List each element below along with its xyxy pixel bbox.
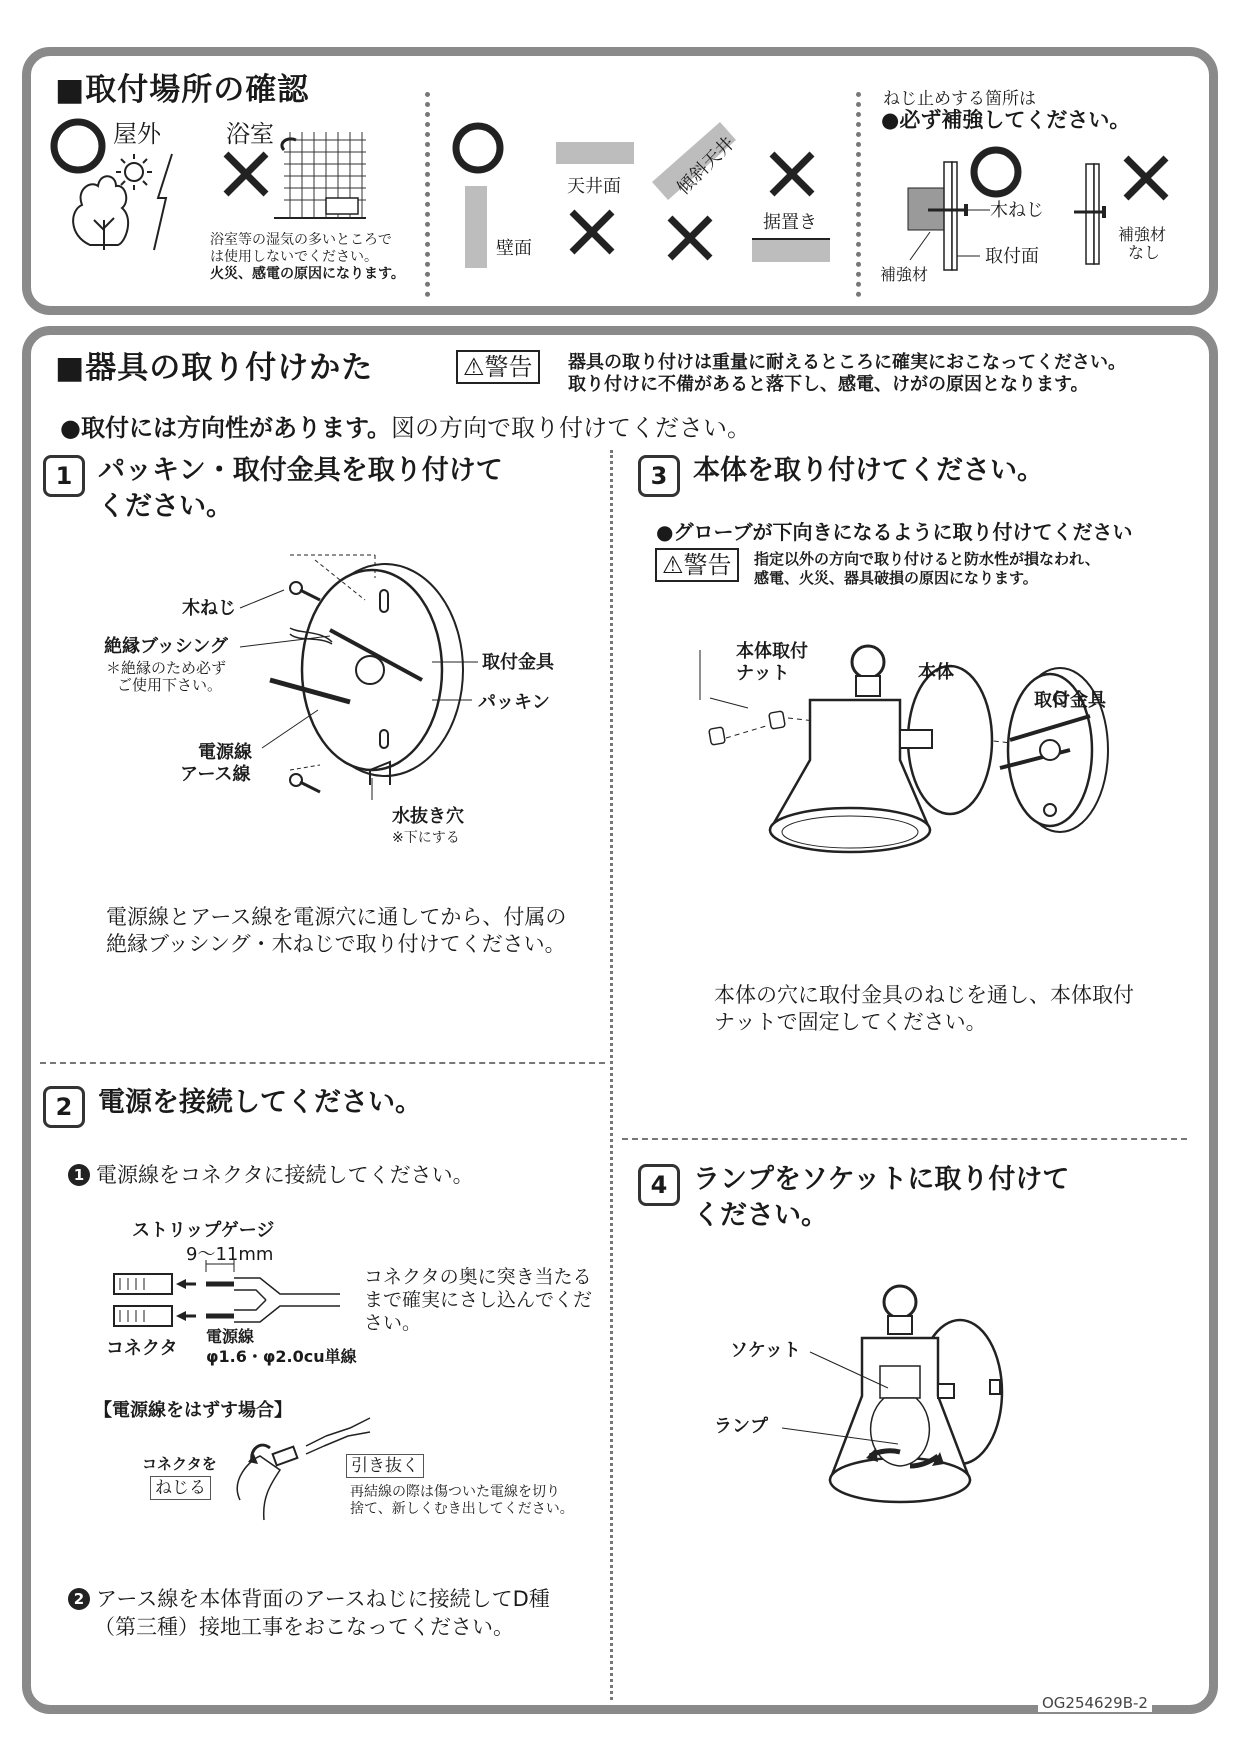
reconnect-note-2: 捨て、新しくむき出してください。: [350, 1501, 574, 1517]
connector-label: コネクタ: [106, 1338, 178, 1359]
step-1-description-2: 絶縁ブッシング・木ねじで取り付けてください。: [106, 932, 566, 956]
sub-step-2-text-1: アース線を本体背面のアースねじに接続してD種: [96, 1587, 550, 1611]
sub-step-1-text: 電源線をコネクタに接続してください。: [96, 1163, 474, 1187]
insert-note-1: コネクタの奥に突き当たる: [364, 1266, 592, 1288]
bracket-label: 取付金具: [482, 652, 554, 673]
reinforcement-label: 補強材: [880, 265, 929, 284]
bathroom-note-3: 火災、感電の原因になります。: [210, 266, 405, 282]
wire-label: 電源線: [206, 1327, 255, 1346]
wood-screw-label: 木ねじ: [990, 200, 1044, 221]
bushing-label: 絶縁ブッシング: [104, 636, 228, 657]
step-3-description-2: ナットで固定してください。: [714, 1010, 987, 1034]
bathroom-label: 浴室: [226, 120, 274, 148]
drain-hole-label: 水抜き穴: [392, 806, 464, 827]
warning-text-2: 取り付けに不備があると落下し、感電、けがの原因となります。: [568, 374, 1089, 395]
step-1-title-line-1: パッキン・取付金具を取り付けて: [98, 455, 503, 486]
bathroom-note-1: 浴室等の湿気の多いところで: [210, 232, 392, 248]
direction-note-bold: ●取付には方向性があります。: [60, 414, 392, 442]
insert-note-2: まで確実にさし込んでくだ: [364, 1289, 593, 1311]
step-3-description-1: 本体の穴に取付金具のねじを通し、本体取付: [714, 983, 1134, 1007]
wall-label: 壁面: [496, 238, 532, 259]
step-1-description-1: 電源線とアース線を電源穴に通してから、付属の: [106, 905, 567, 929]
no-reinforcement-label-1: 補強材: [1118, 225, 1167, 244]
body-label: 本体: [918, 662, 954, 683]
body-nut-label-2: ナット: [736, 663, 790, 684]
drain-hole-note: ※下にする: [392, 830, 460, 846]
earth-wire-label: アース線: [180, 764, 251, 785]
ceiling-label: 天井面: [567, 176, 621, 197]
step-2-sub-2-line-2: （第三種）接地工事をおこなってください。: [94, 1615, 514, 1639]
document-code: OG254629B-2: [1038, 1694, 1152, 1712]
outdoor-label: 屋外: [113, 120, 161, 148]
globe-direction-note: ●グローブが下向きになるように取り付けてください: [656, 520, 1133, 544]
no-reinforcement-label-2: なし: [1128, 243, 1161, 262]
twist-connector-label: コネクタを: [142, 1455, 217, 1473]
reconnect-note-1: 再結線の際は傷ついた電線を切り: [350, 1484, 560, 1500]
lamp-label: ランプ: [714, 1416, 768, 1437]
warning-badge: ⚠警告: [456, 350, 540, 384]
power-wire-label: 電源線: [198, 742, 252, 763]
step-4-number: 4: [638, 1164, 680, 1206]
warning-badge: ⚠警告: [655, 548, 739, 582]
step-1-number: 1: [43, 455, 85, 497]
bushing-note-2: ご使用下さい。: [117, 676, 223, 694]
step-3-warning-2: 感電、火災、器具破損の原因になります。: [754, 569, 1038, 587]
insert-note-3: さい。: [364, 1312, 422, 1334]
twist-box: ねじる: [150, 1476, 211, 1500]
packing-label: パッキン: [478, 692, 550, 713]
mount-surface-label: 取付面: [985, 246, 1039, 267]
step-4-title-line-1: ランプをソケットに取り付けて: [693, 1164, 1070, 1195]
floor-label: 据置き: [763, 212, 817, 233]
step-1-title-line-2: ください。: [98, 491, 233, 522]
remove-wire-heading: 【電源線をはずす場合】: [94, 1400, 292, 1421]
strip-gauge-label: ストリップゲージ: [132, 1220, 275, 1241]
sloped-ceiling-label: 傾斜天井: [673, 133, 739, 199]
step-3-number: 3: [638, 455, 680, 497]
socket-label: ソケット: [730, 1340, 801, 1361]
wire-spec-label: φ1.6・φ2.0cu単線: [206, 1347, 357, 1366]
warning-text-1: 器具の取り付けは重量に耐えるところに確実におこなってください。: [568, 352, 1126, 373]
step-2-number: 2: [43, 1086, 85, 1128]
step-4-title-line-2: ください。: [693, 1200, 828, 1231]
sub-step-2-badge: 2: [68, 1588, 90, 1610]
step-2-title: 電源を接続してください。: [98, 1087, 422, 1118]
bathroom-note-2: は使用しないでください。: [210, 249, 378, 265]
strip-length-label: 9～11mm: [186, 1244, 274, 1265]
step-3-title: 本体を取り付けてください。: [693, 455, 1044, 486]
screw-location-note: ねじ止めする箇所は: [883, 89, 1036, 109]
body-nut-label-1: 本体取付: [736, 641, 808, 662]
sub-step-1-badge: 1: [68, 1164, 90, 1186]
installation-title: ■器具の取り付けかた: [55, 350, 374, 386]
wood-screw-label: 木ねじ: [182, 598, 236, 619]
install-location-title: ■取付場所の確認: [55, 72, 310, 108]
direction-note-rest: 図の方向で取り付けてください。: [391, 414, 752, 442]
must-reinforce-note: ●必ず補強してください。: [881, 108, 1131, 132]
pull-out-box: 引き抜く: [346, 1454, 424, 1478]
bushing-note-1: ＊絶縁のため必ず: [106, 659, 227, 677]
step-3-warning-1: 指定以外の方向で取り付けると防水性が損なわれ、: [754, 550, 1100, 568]
bracket-label: 取付金具: [1034, 690, 1106, 711]
